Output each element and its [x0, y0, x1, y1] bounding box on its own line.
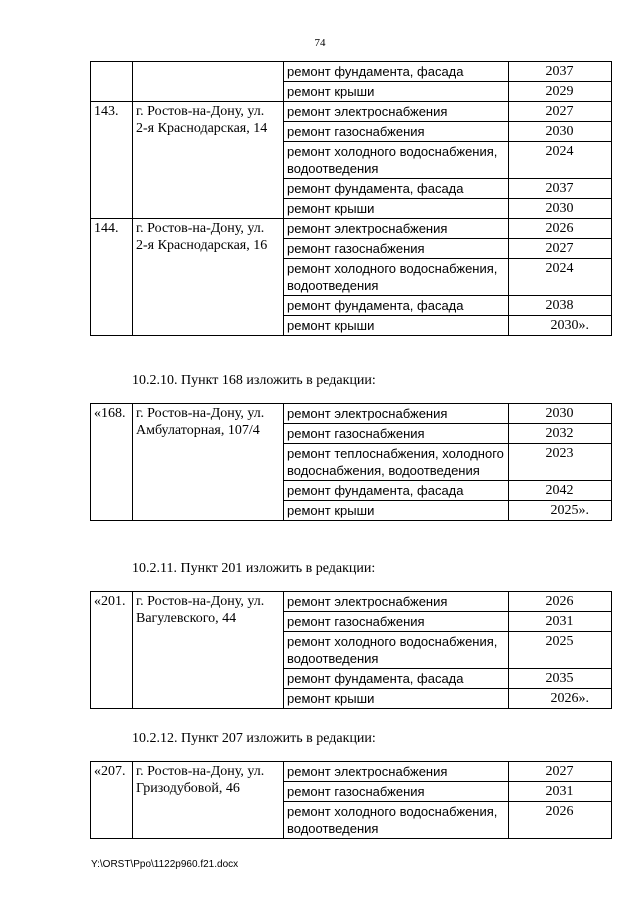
work-year: 2027: [509, 102, 612, 122]
item-address: г. Ростов-на-Дону, ул. Амбулаторная, 107/4: [133, 404, 284, 521]
item-address: г. Ростов-на-Дону, ул. 2-я Краснодарская, 14: [133, 102, 284, 219]
work-year: 2026: [509, 802, 612, 839]
work-type: ремонт холодного водоснабжения, водоотведения: [284, 142, 509, 179]
work-type: ремонт электроснабжения: [284, 102, 509, 122]
work-type: ремонт холодного водоснабжения, водоотведения: [284, 632, 509, 669]
item-number: [91, 62, 133, 102]
work-type: ремонт газоснабжения: [284, 782, 509, 802]
work-type: ремонт холодного водоснабжения, водоотведения: [284, 802, 509, 839]
work-year: 2024: [509, 259, 612, 296]
item-address: г. Ростов-на-Дону, ул. 2-я Краснодарская, 16: [133, 219, 284, 336]
work-type: ремонт газоснабжения: [284, 239, 509, 259]
work-year: 2026: [509, 592, 612, 612]
work-year: 2023: [509, 444, 612, 481]
item-number: «168.: [91, 404, 133, 521]
item-address: г. Ростов-на-Дону, ул. Гризодубовой, 46: [133, 762, 284, 839]
work-year: 2025».: [509, 501, 612, 521]
table-row: [91, 102, 612, 122]
work-type: ремонт крыши: [284, 689, 509, 709]
work-year: 2029: [509, 82, 612, 102]
item-number: «201.: [91, 592, 133, 709]
work-year: 2031: [509, 612, 612, 632]
work-type: ремонт фундамента, фасада: [284, 296, 509, 316]
work-year: 2027: [509, 239, 612, 259]
item-table-201: [90, 591, 612, 709]
work-year: 2026: [509, 219, 612, 239]
table-row: [91, 62, 612, 82]
item-table-168: [90, 403, 612, 521]
table-row: [91, 219, 612, 239]
work-type: ремонт электроснабжения: [284, 592, 509, 612]
work-year: 2031: [509, 782, 612, 802]
work-type: ремонт фундамента, фасада: [284, 669, 509, 689]
item-address: [133, 62, 284, 102]
page-number: 74: [314, 37, 326, 49]
work-type: ремонт крыши: [284, 199, 509, 219]
item-number: 144.: [91, 219, 133, 336]
work-type: ремонт крыши: [284, 82, 509, 102]
footer-file-path: Y:\ORST\Ppo\1122p960.f21.docx: [91, 859, 239, 870]
work-year: 2038: [509, 296, 612, 316]
work-year: 2030: [509, 199, 612, 219]
work-year: 2030: [509, 122, 612, 142]
work-type: ремонт фундамента, фасада: [284, 481, 509, 501]
work-type: ремонт холодного водоснабжения, водоотведения: [284, 259, 509, 296]
work-type: ремонт газоснабжения: [284, 612, 509, 632]
table-row: [91, 762, 612, 782]
item-table-207: [90, 761, 612, 839]
work-type: ремонт теплоснабжения, холодного водоснабжения, водоотведения: [284, 444, 509, 481]
work-year: 2037: [509, 179, 612, 199]
work-type: ремонт крыши: [284, 316, 509, 336]
work-type: ремонт электроснабжения: [284, 762, 509, 782]
work-type: ремонт газоснабжения: [284, 122, 509, 142]
work-type: ремонт газоснабжения: [284, 424, 509, 444]
work-year: 2037: [509, 62, 612, 82]
table-row: [91, 404, 612, 424]
work-year: 2024: [509, 142, 612, 179]
work-year: 2025: [509, 632, 612, 669]
continued-table: [90, 61, 612, 336]
item-number: 143.: [91, 102, 133, 219]
work-year: 2035: [509, 669, 612, 689]
table-row: [91, 592, 612, 612]
work-type: ремонт фундамента, фасада: [284, 179, 509, 199]
section-heading-3: 10.2.12. Пункт 207 изложить в редакции:: [132, 731, 376, 746]
work-year: 2027: [509, 762, 612, 782]
work-type: ремонт фундамента, фасада: [284, 62, 509, 82]
item-address: г. Ростов-на-Дону, ул. Вагулевского, 44: [133, 592, 284, 709]
item-number: «207.: [91, 762, 133, 839]
work-type: ремонт электроснабжения: [284, 219, 509, 239]
section-heading-1: 10.2.10. Пункт 168 изложить в редакции:: [132, 373, 376, 388]
work-year: 2030».: [509, 316, 612, 336]
work-type: ремонт электроснабжения: [284, 404, 509, 424]
work-year: 2030: [509, 404, 612, 424]
work-type: ремонт крыши: [284, 501, 509, 521]
work-year: 2026».: [509, 689, 612, 709]
work-year: 2042: [509, 481, 612, 501]
work-year: 2032: [509, 424, 612, 444]
section-heading-2: 10.2.11. Пункт 201 изложить в редакции:: [132, 561, 376, 576]
